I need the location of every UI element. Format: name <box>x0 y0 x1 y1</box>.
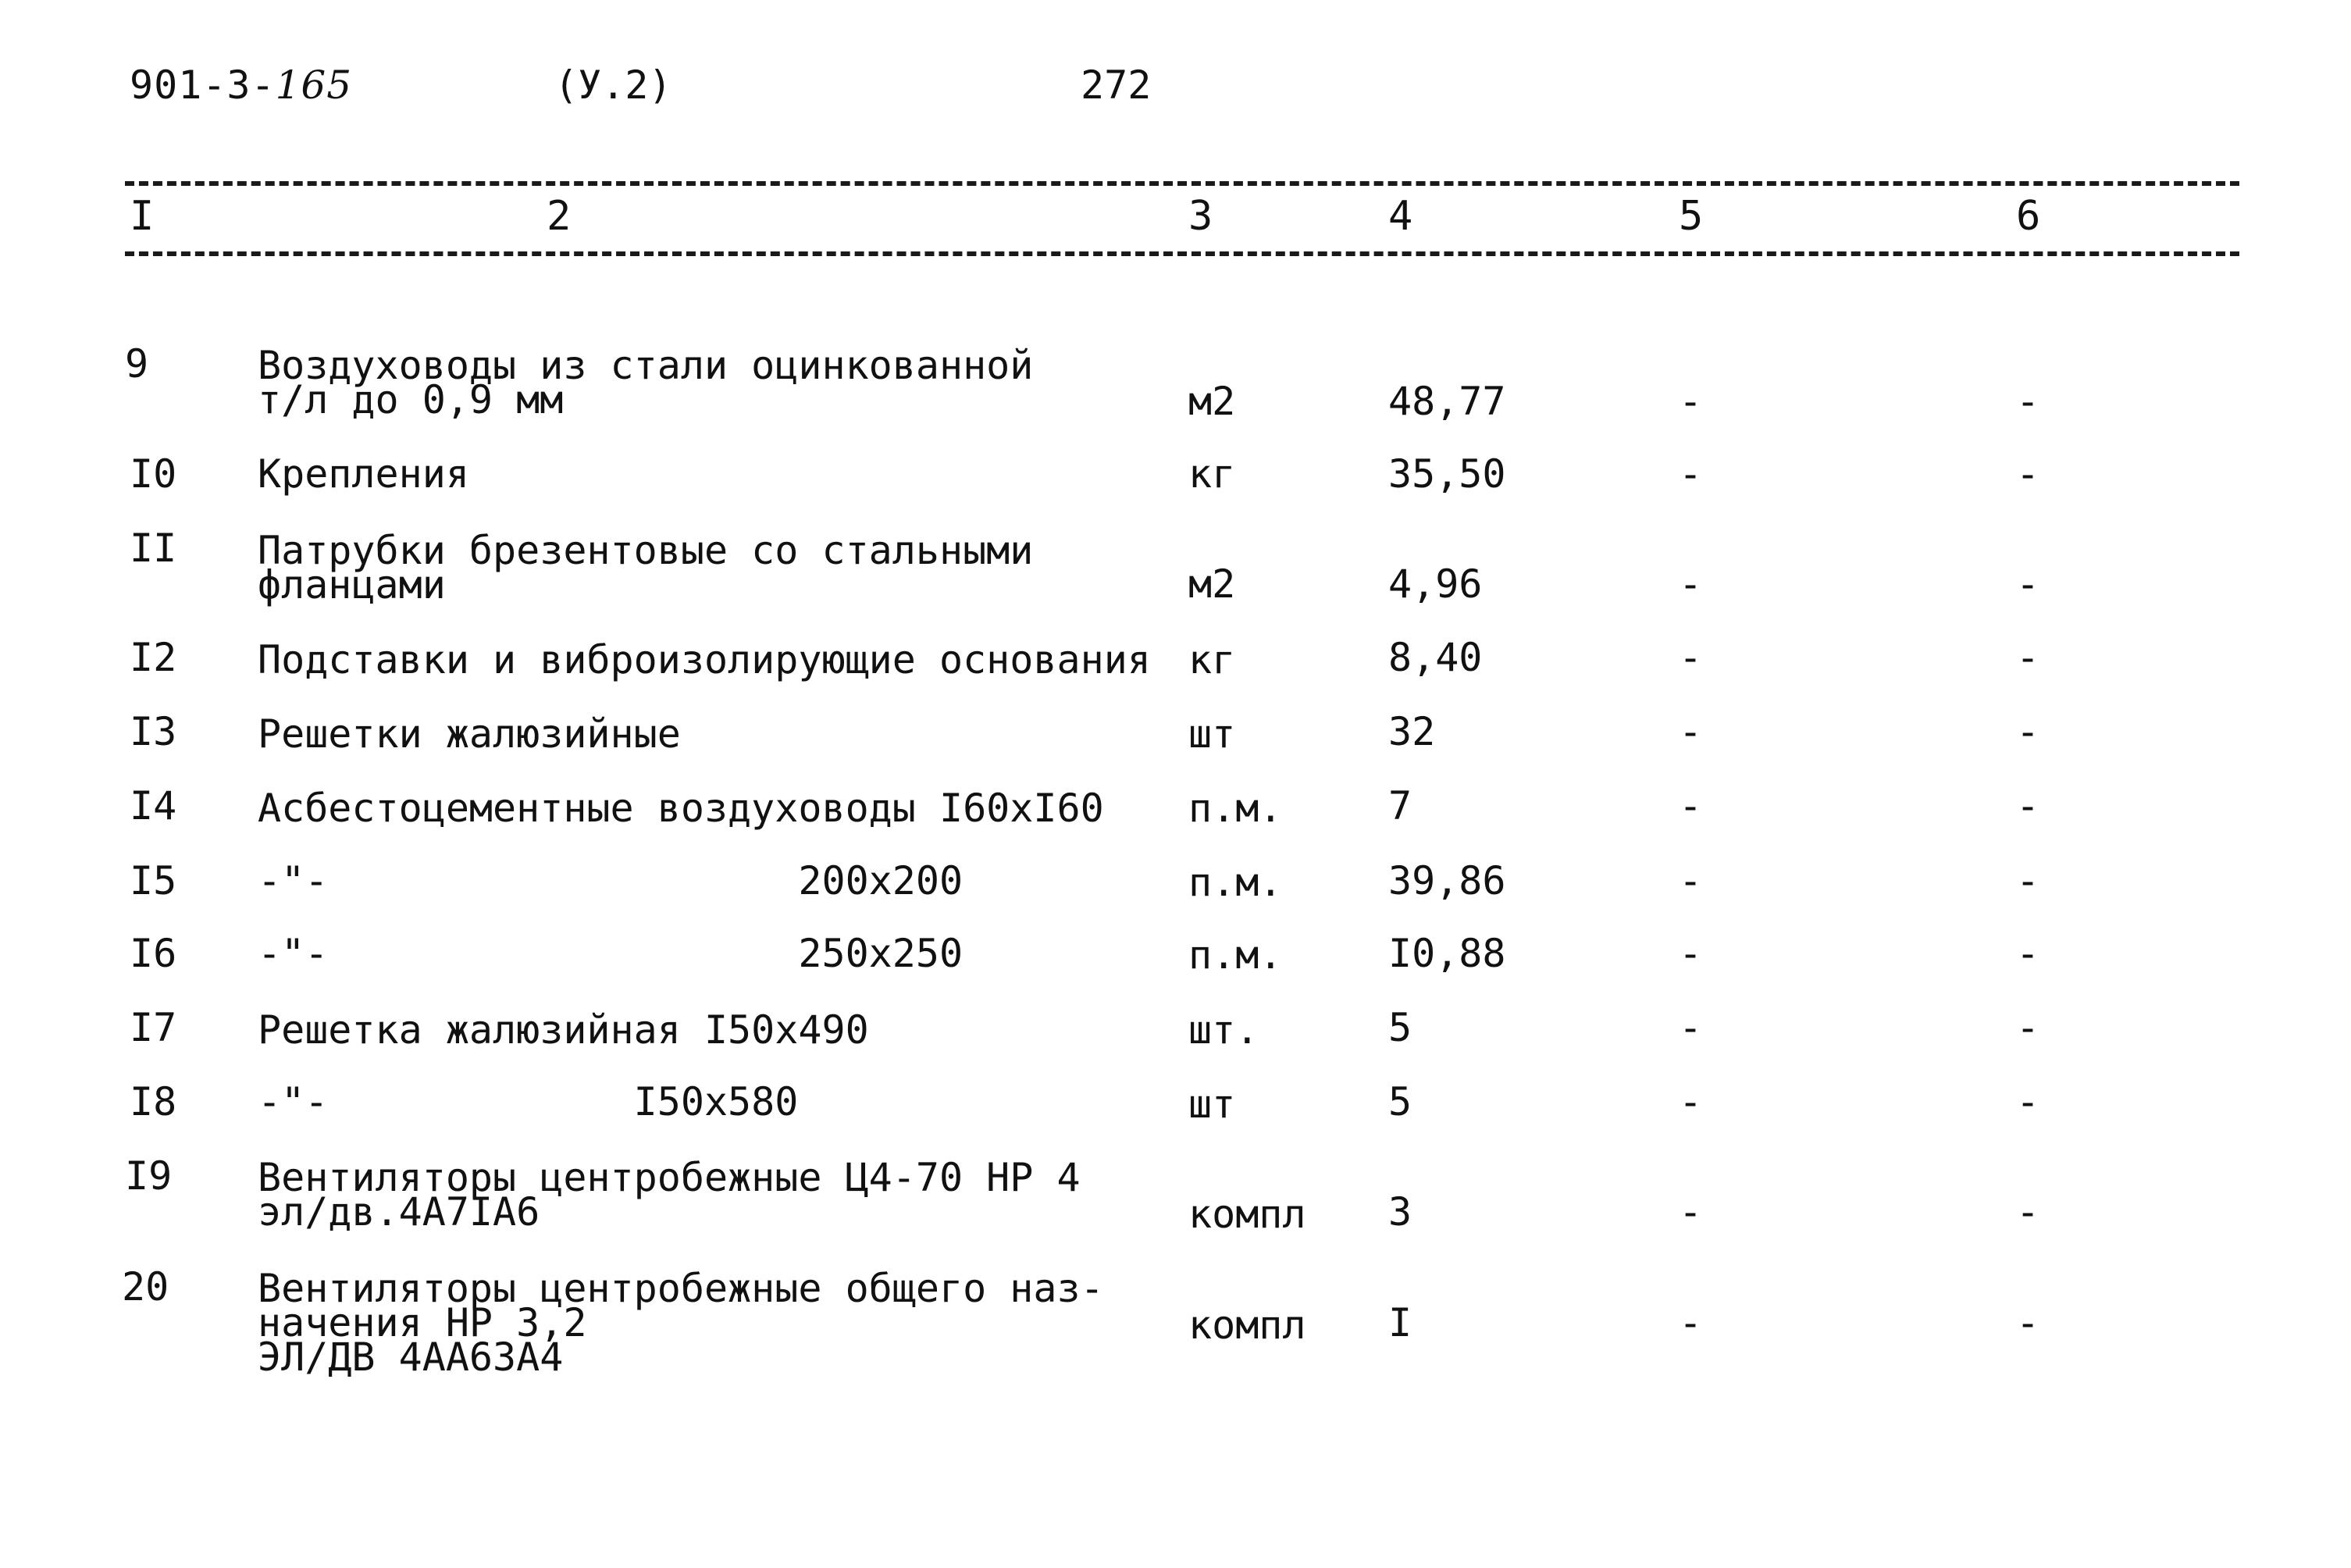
row-unit: м2 <box>1188 561 1236 607</box>
row-quantity: 35,50 <box>1388 451 1506 497</box>
row-col5-value: - <box>1679 1079 1703 1124</box>
row-col6-value: - <box>2016 858 2040 903</box>
row-col6-value: - <box>2016 1189 2040 1235</box>
row-quantity: 48,77 <box>1388 379 1506 424</box>
column-header-3: 3 <box>1188 193 1213 240</box>
row-description-line: -"- 200х200 <box>258 858 964 903</box>
row-description-line: Вентиляторы центробежные Ц4-70 НР 4 <box>258 1155 1081 1200</box>
column-header-1: I <box>130 193 155 240</box>
row-col6-value: - <box>2016 783 2040 829</box>
row-description-line: фланцами <box>258 562 446 608</box>
row-unit: шт <box>1188 1082 1236 1127</box>
row-col6-value: - <box>2016 931 2040 976</box>
row-col6-value: - <box>2016 1005 2040 1050</box>
row-unit: п.м. <box>1188 860 1283 905</box>
row-col6-value: - <box>2016 379 2040 424</box>
column-header-5: 5 <box>1679 193 1704 240</box>
row-description-line: Вентиляторы центробежные общего наз- <box>258 1266 1104 1311</box>
row-description-line: Асбестоцементные воздуховоды I60хI60 <box>258 786 1104 831</box>
row-col6-value: - <box>2016 709 2040 754</box>
row-description-line: т/л до 0,9 мм <box>258 377 564 422</box>
row-quantity: 32 <box>1388 709 1436 754</box>
row-unit: п.м. <box>1188 786 1283 831</box>
row-col5-value: - <box>1679 1300 1703 1345</box>
row-number: I4 <box>130 783 177 829</box>
row-quantity: 5 <box>1388 1079 1412 1124</box>
row-number: II <box>130 526 177 571</box>
row-col5-value: - <box>1679 709 1703 754</box>
row-col5-value: - <box>1679 858 1703 903</box>
column-header-6: 6 <box>2016 193 2041 240</box>
row-number: I3 <box>130 709 177 754</box>
row-unit: кг <box>1188 451 1236 497</box>
document-code-prefix: 901-3- <box>130 62 276 108</box>
row-col5-value: - <box>1679 783 1703 829</box>
row-number: I9 <box>125 1153 173 1199</box>
row-number: I0 <box>130 451 177 497</box>
row-col6-value: - <box>2016 451 2040 497</box>
document-code <box>130 62 352 108</box>
row-col6-value: - <box>2016 561 2040 607</box>
row-unit: п.м. <box>1188 932 1283 978</box>
row-col5-value: - <box>1679 561 1703 607</box>
row-quantity: I <box>1388 1300 1412 1345</box>
row-col5-value: - <box>1679 635 1703 680</box>
row-number: I8 <box>130 1079 177 1124</box>
row-col6-value: - <box>2016 1079 2040 1124</box>
row-description-line: ЭЛ/ДВ 4АА63А4 <box>258 1335 564 1380</box>
row-col5-value: - <box>1679 379 1703 424</box>
row-description-line: -"- 250х250 <box>258 931 964 976</box>
column-header-4: 4 <box>1388 193 1413 240</box>
row-col6-value: - <box>2016 1300 2040 1345</box>
row-unit: шт <box>1188 711 1236 757</box>
row-unit: компл <box>1188 1303 1306 1348</box>
column-header-2: 2 <box>547 193 572 240</box>
row-description-line: Решетка жалюзийная I50х490 <box>258 1007 869 1053</box>
row-description-line: Крепления <box>258 451 469 497</box>
row-col5-value: - <box>1679 451 1703 497</box>
row-quantity: 8,40 <box>1388 635 1483 680</box>
row-col5-value: - <box>1679 931 1703 976</box>
header-bottom-rule <box>125 251 2239 256</box>
row-number: 20 <box>122 1264 169 1310</box>
row-number: 9 <box>125 341 149 387</box>
row-quantity: 5 <box>1388 1005 1412 1050</box>
row-quantity: 4,96 <box>1388 561 1483 607</box>
row-unit: компл <box>1188 1192 1306 1237</box>
header-top-rule <box>125 181 2239 186</box>
row-description-line: -"- I50х580 <box>258 1079 799 1124</box>
row-unit: м2 <box>1188 379 1236 424</box>
row-description-line: эл/дв.4А7IА6 <box>258 1189 540 1235</box>
row-col6-value: - <box>2016 635 2040 680</box>
row-quantity: 39,86 <box>1388 858 1506 903</box>
row-number: I6 <box>130 931 177 976</box>
row-col5-value: - <box>1679 1005 1703 1050</box>
row-description-line: Подставки и виброизолирующие основания <box>258 637 1151 682</box>
row-unit: кг <box>1188 637 1236 682</box>
page-number: 272 <box>1081 62 1152 108</box>
row-description-line: Патрубки брезентовые со стальными <box>258 528 1034 573</box>
volume-label: (У.2) <box>554 62 672 108</box>
row-number: I2 <box>130 635 177 680</box>
row-description-line: Воздуховоды из стали оцинкованной <box>258 343 1034 388</box>
row-description-line: Решетки жалюзийные <box>258 711 681 757</box>
row-number: I7 <box>130 1005 177 1050</box>
row-quantity: 7 <box>1388 783 1412 829</box>
row-unit: шт. <box>1188 1007 1259 1053</box>
row-description-line: начения НР 3,2 <box>258 1300 587 1345</box>
row-quantity: 3 <box>1388 1189 1412 1235</box>
row-col5-value: - <box>1679 1189 1703 1235</box>
row-number: I5 <box>130 858 177 903</box>
row-quantity: I0,88 <box>1388 931 1506 976</box>
document-code-handwritten: 165 <box>275 62 353 108</box>
